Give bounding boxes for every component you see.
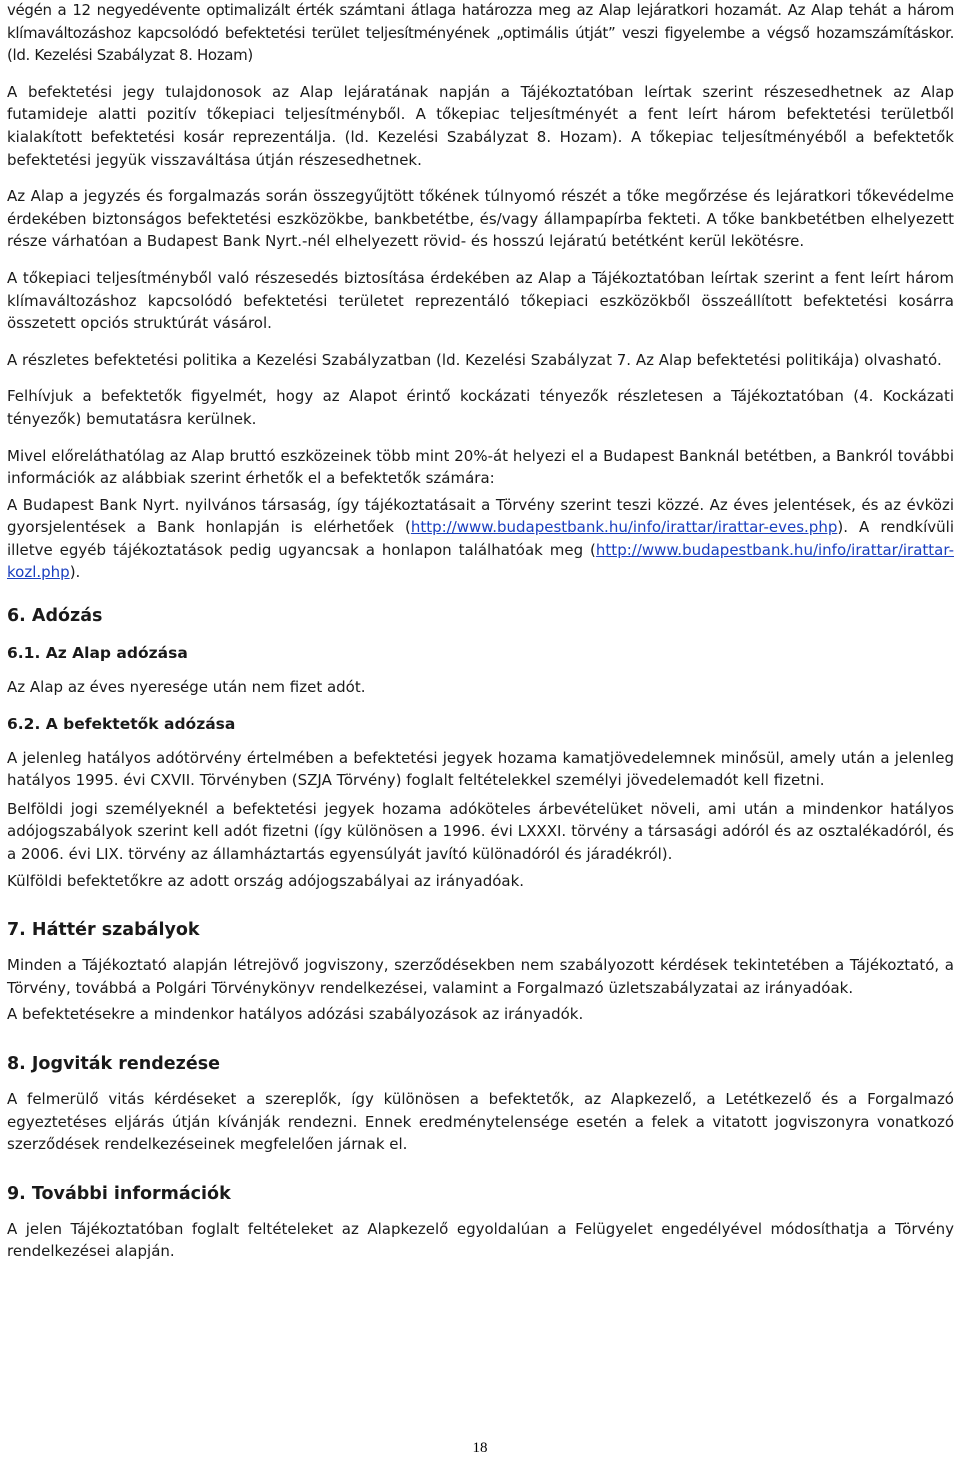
section-7-paragraph-taxation: A befektetésekre a mindenkor hatályos adózási szabályozások az irányadók.	[7, 1005, 584, 1024]
paragraph-bank-info: Mivel előreláthatólag az Alap bruttó eszközeinek több mint 20%-át helyezi el a Budapest Banknál betétben, a Bankról további információk az alábbiak szerint érhetők el a befektetők számára:	[7, 446, 954, 488]
section-6-2-paragraph-personal: A jelenleg hatályos adótörvény értelmében a befektetési jegyek hozama kamatjövedelemnek minősül, amely után a jelenleg hatályos 1995. évi CXVII. Törvényben (SZJA Törvény) foglalt feltételekkel személyi jövedelemadót kell fizetni.	[7, 748, 954, 790]
bank-publications-text-c: ).	[69, 563, 81, 582]
paragraph-investor-share: A befektetési jegy tulajdonosok az Alap lejáratának napján a Tájékoztatóban leírtak szerint részesedhetnek az Alap futamideje alatti pozitív tőkepiaci teljesítményből. A tőkepiac teljesítményét a fent leírt három befektetési területből kialakított befektetési kosár reprezentálja. (ld. Kezelési Szabályzat 8. Hozam). A tőkepiac teljesítményéből a befektetők befektetési jegyük visszaváltása útján részesedhetnek.	[7, 82, 954, 169]
section-6-1-text: Az Alap az éves nyeresége után nem fizet adót.	[7, 678, 366, 697]
bank-publications-text-b: ). A rendkívüli illetve egyéb tájékoztatások pedig ugyancsak a honlapon találhatóak meg (	[7, 518, 954, 559]
bank-publications-text-a: A Budapest Bank Nyrt. nyilvános társaság, így tájékoztatásait a Törvény szerint teszi közzé. Az éves jelentések, és az évközi gyorsjelentések a Bank honlapján is elérhetőek (	[7, 495, 954, 537]
section-6-1-heading: 6.1. Az Alap adózása	[7, 644, 188, 663]
section-7-heading: 7. Háttér szabályok	[7, 920, 200, 941]
annual-reports-link[interactable]: http://www.budapestbank.hu/info/irattar/irattar-eves.php	[410, 518, 838, 537]
paragraph-investment-policy: A részletes befektetési politika a Kezelési Szabályzatban (ld. Kezelési Szabályzat 7. Az Alap befektetési politikája) olvasható.	[7, 350, 942, 369]
extraordinary-announcements-link[interactable]: http://www.budapestbank.hu/info/irattar/irattar-kozl.php	[7, 540, 954, 582]
section-9-paragraph-amendments: A jelen Tájékoztatóban foglalt feltételeket az Alapkezelő egyoldalúan a Felügyelet engedélyével módosíthatja a Törvény rendelkezései alapján.	[7, 1219, 954, 1261]
paragraph-optimal-path: végén a 12 negyedévente optimalizált érték számtani átlaga határozza meg az Alap lejáratkori hozamát. Az Alap tehát a három klímaváltozáshoz kapcsolódó befektetési terület teljesítményének „optimális útját” veszi figyelembe a végső hozamszámításkor. (ld. Kezelési Szabályzat 8. Hozam)	[7, 1, 954, 65]
paragraph-risk-factors: Felhívjuk a befektetők figyelmét, hogy az Alapot érintő kockázati tényezők részletesen a Tájékoztatóban (4. Kockázati tényezők) bemutatásra kerülnek.	[7, 387, 954, 428]
paragraph-bank-publications	[7, 494, 954, 584]
section-6-2-paragraph-corporate: Belföldi jogi személyeknél a befektetési jegyek hozama adóköteles árbevételüket növeli, ami után a mindenkor hatályos adójogszabályok szerint kell adót fizetni (így különösen a 1996. évi LXXXI. törvény a társasági adóról és az osztalékadóról, és a 2006. évi LIX. törvény az államháztartás egyensúlyát javító különadóról és járadékról).	[7, 799, 954, 864]
section-8-heading: 8. Jogviták rendezése	[7, 1054, 220, 1074]
section-6-2-heading: 6.2. A befektetők adózása	[7, 714, 236, 733]
page-number: 18	[472, 1440, 488, 1456]
section-7-paragraph-legal-basis: Minden a Tájékoztató alapján létrejövő jogviszony, szerződésekben nem szabályozott kérdések tekintetében a Tájékoztató, a Törvény, továbbá a Polgári Törvénykönyv rendelkezései, valamint a Forgalmazó üzletszabályzatai az irányadóak.	[7, 956, 954, 997]
section-6-heading: 6. Adózás	[7, 606, 103, 627]
section-6-2-paragraph-foreign: Külföldi befektetőkre az adott ország adójogszabályai az irányadóak.	[7, 871, 525, 890]
paragraph-capital-protection: Az Alap a jegyzés és forgalmazás során összegyűjtött tőkének túlnyomó részét a tőke megőrzése és lejáratkori tőkevédelme érdekében biztonságos befektetési eszközökbe, bankbetétbe, és/vagy állampapírba fekteti. A tőke bankbetétben elhelyezett része várhatóan a Budapest Bank Nyrt.-nél elhelyezett rövid- és hosszú lejáratú betétként kerül lekötésre.	[7, 187, 954, 251]
paragraph-option-structure: A tőkepiaci teljesítményből való részesedés biztosítása érdekében az Alap a Tájékoztatóban leírtak szerint a fent leírt három klímaváltozáshoz kapcsolódó befektetési területet reprezentáló tőkepiaci eszközökből összeállított befektetési kosárra összetett opciós struktúrát vásárol.	[7, 268, 954, 333]
section-8-paragraph-disputes: A felmerülő vitás kérdéseket a szereplők, így különösen a befektetők, az Alapkezelő, a Letétkezelő és a Forgalmazó egyeztetéses eljárás útján kívánják rendezni. Ennek eredménytelensége esetén a felek a vitatott jogviszonyra vonatkozó szerződések rendelkezéseinek megfelelően járnak el.	[7, 1090, 954, 1154]
section-9-heading: 9. További információk	[7, 1183, 231, 1204]
